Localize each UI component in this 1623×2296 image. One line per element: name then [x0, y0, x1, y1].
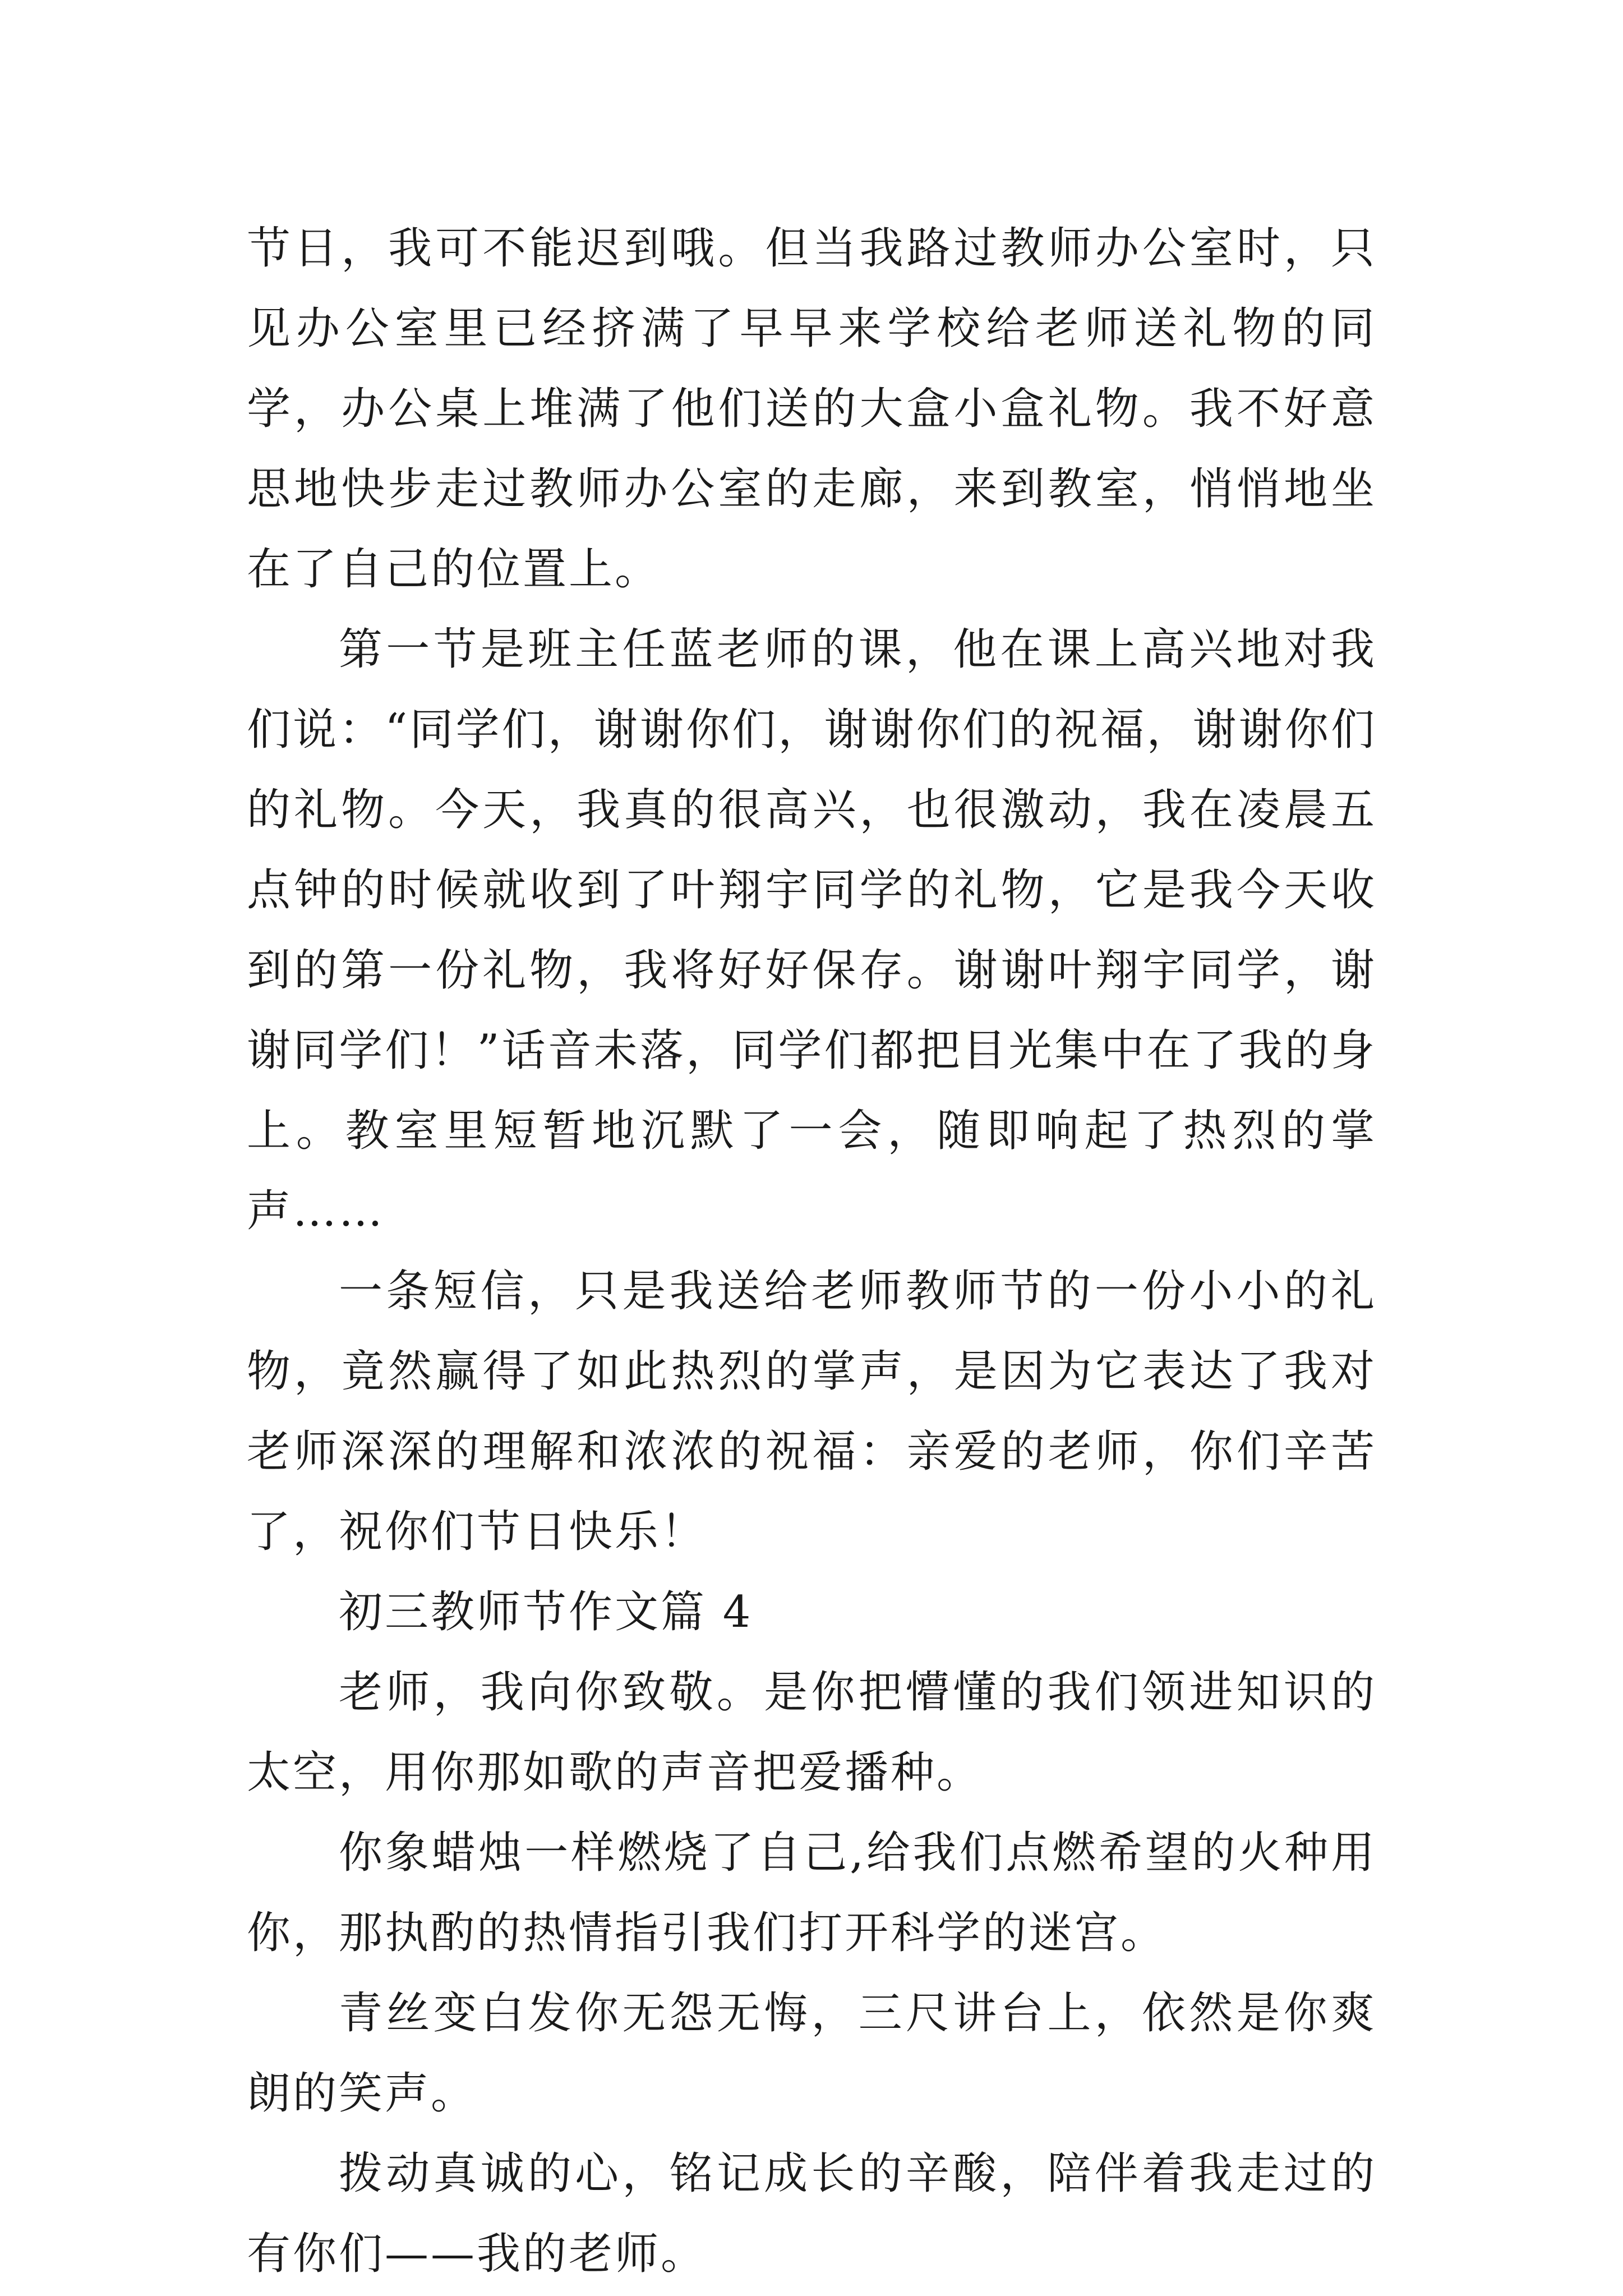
document-body [247, 209, 1377, 2294]
section-heading: 初三教师节作文篇 4 [339, 1587, 753, 1637]
paragraph-4: 老师，我向你致敬。是你把懵懂的我们领进知识的太空，用你那如歌的声音把爱播种。 [247, 1667, 1377, 1798]
paragraph-1: 节日，我可不能迟到哦。但当我路过教师办公室时，只见办公室里已经挤满了早早来学校给老师送礼物的同学，办公桌上堆满了他们送的大盒小盒礼物。我不好意思地快步走过教师办公室的走廊，来到教室，悄悄地坐在了自己的位置上。 [247, 223, 1377, 595]
paragraph-2: 第一节是班主任蓝老师的课，他在课上高兴地对我们说：“同学们，谢谢你们，谢谢你们的祝福，谢谢你们的礼物。今天，我真的很高兴，也很激动，我在凌晨五点钟的时候就收到了叶翔宇同学的礼物，它是我今天收到的第一份礼物，我将好好保存。谢谢叶翔宇同学，谢谢同学们！”话音未落，同学们都把目光集中在了我的身上。教室里短暂地沉默了一会，随即响起了热烈的掌声…… [247, 624, 1377, 1236]
paragraph-3: 一条短信，只是我送给老师教师节的一份小小的礼物，竟然赢得了如此热烈的掌声，是因为它表达了我对老师深深的理解和浓浓的祝福：亲爱的老师，你们辛苦了，祝你们节日快乐！ [247, 1266, 1377, 1557]
paragraph-5: 你象蜡烛一样燃烧了自己,给我们点燃希望的火种用你，那执酌的热情指引我们打开科学的迷宫。 [247, 1828, 1377, 1958]
paragraph-6: 青丝变白发你无怨无悔，三尺讲台上，依然是你爽朗的笑声。 [247, 1988, 1377, 2119]
paragraph-7: 拨动真诚的心，铭记成长的辛酸，陪伴着我走过的有你们——我的老师。 [247, 2148, 1377, 2279]
